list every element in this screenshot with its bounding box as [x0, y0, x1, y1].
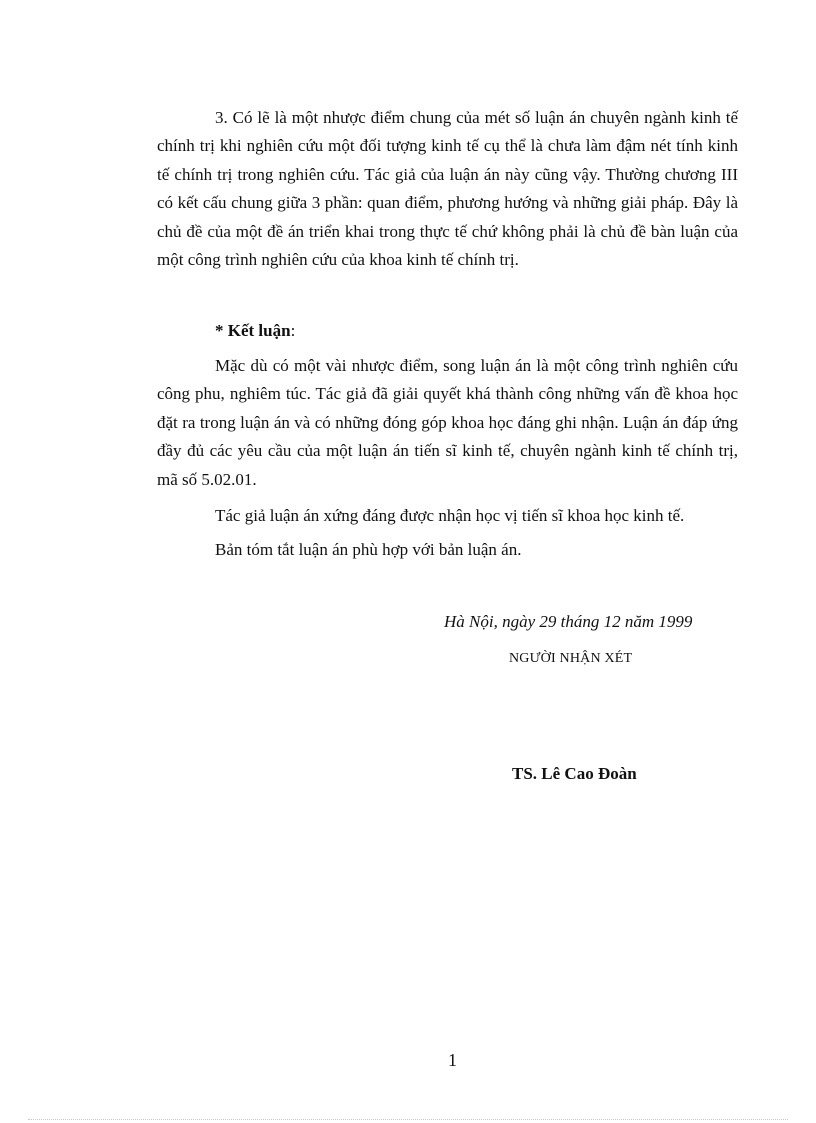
signature-place-date: Hà Nội, ngày 29 tháng 12 năm 1999 [444, 612, 693, 631]
page-number: 1 [448, 1050, 457, 1070]
recommendation-summary: Bản tóm tắt luận án phù hợp với bản luận án. [215, 540, 522, 559]
conclusion-heading [215, 317, 295, 345]
conclusion-heading-label: * Kết luận [215, 321, 291, 340]
recommendation-degree: Tác giả luận án xứng đáng được nhận học vị tiến sĩ khoa học kinh tế. [215, 506, 685, 525]
signature-role: NGƯỜI NHẬN XÉT [509, 651, 633, 666]
conclusion-paragraph: Mặc dù có một vài nhược điểm, song luận án là một công trình nghiên cứu công phu, nghiêm túc. Tác giả đã giải quyết khá thành công những vấn đề khoa học đặt ra trong luận án và có những đóng góp khoa học đáng ghi nhận. Luận án đáp ứng đầy đủ các yêu cầu của một luận án tiến sĩ kinh tế, chuyên ngành kinh tế chính trị, mã số 5.02.01. [157, 356, 738, 489]
conclusion-heading-colon: : [290, 321, 296, 340]
page-bottom-divider [28, 1119, 788, 1120]
paragraph-point-3: 3. Có lẽ là một nhược điểm chung của mét số luận án chuyên ngành kinh tế chính trị khi nghiên cứu một đối tượng kinh tế cụ thể là chưa làm đậm nét tính kinh tế chính trị trong nghiên cứu. Tác giả của luận án này cũng vậy. Thường chương III có kết cấu chung giữa 3 phần: quan điểm, phương hướng và những giải pháp. Đây là chủ đề của một đề án triển khai trong thực tế chứ không phải là chủ đề bàn luận của một công trình nghiên cứu của khoa kinh tế chính trị. [157, 108, 738, 270]
signature-name: TS. Lê Cao Đoàn [512, 764, 637, 783]
